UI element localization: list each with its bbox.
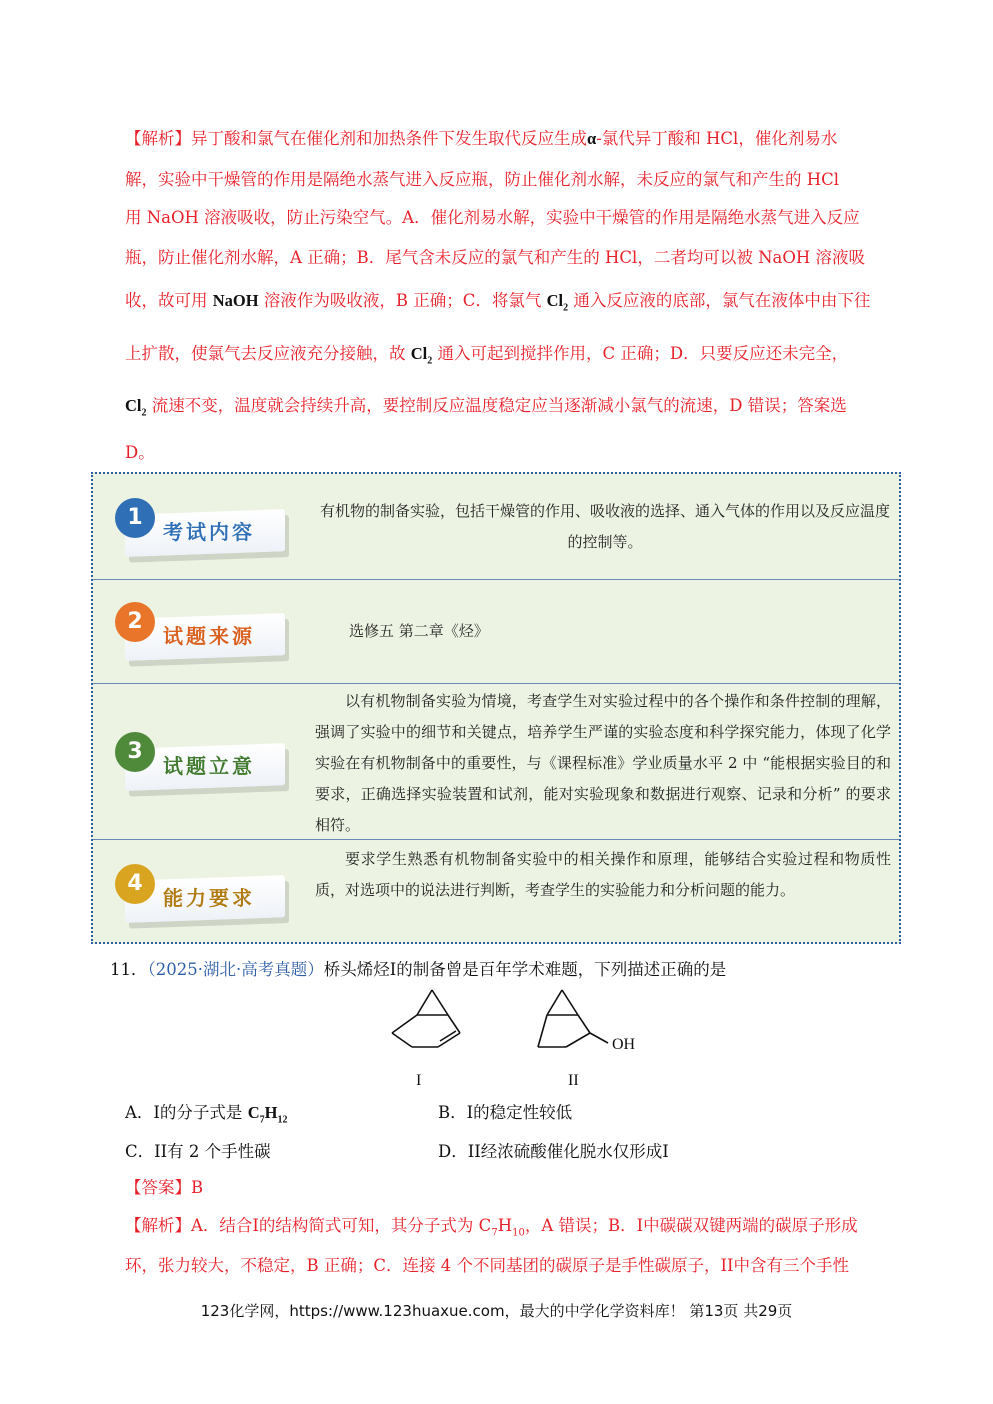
info-row-3 [93, 684, 899, 840]
badge-title: 试题来源 [163, 624, 255, 648]
label-I: I [416, 1072, 422, 1089]
info-text-2: 选修五 第二章《烃》 [349, 622, 489, 640]
analysis-text: 异丁酸和氯气在催化剂和加热条件下发生取代反应生成 [191, 129, 587, 148]
badge-title: 能力要求 [163, 886, 255, 910]
option-d: D．II经浓硫酸催化脱水仅形成I [438, 1142, 669, 1161]
analysis-text: 溶液作为吸收液，B 正确；C．将氯气 [258, 291, 547, 310]
badge-title: 试题立意 [163, 754, 255, 778]
info-row-2 [93, 580, 899, 684]
formula-naoh: NaOH [212, 291, 259, 310]
info-text-1: 有机物的制备实验，包括干燥管的作用、吸收液的选择、通入气体的作用以及反应温度的控制等。 [319, 502, 890, 551]
analysis-line-5 [125, 291, 905, 318]
option-a: A．I的分子式是 $C_7H_{12}$ [125, 1103, 288, 1126]
page-footer: 123化学网，https://www.123huaxue.com，最大的中学化学资料库！ 第13页 共29页 [200, 1302, 793, 1320]
info-text-4: 要求学生熟悉有机物制备实验中的相关操作和原理，能够结合实验过程和物质性质，对选项中的说法进行判断，考查学生的实验能力和分析问题的能力。 [315, 850, 891, 899]
analysis-tag: 【解析】 [125, 1216, 191, 1235]
analysis-line-6 [125, 344, 905, 371]
analysis-text: 收，故可用 [125, 291, 213, 310]
formula-cl2: $Cl_2$ [410, 344, 433, 367]
question-number: 11． [110, 960, 148, 979]
analysis-text: 上扩散，使氯气去反应液充分接触，故 [125, 344, 411, 363]
formula-c7h12: $C_7H_{12}$ [247, 1103, 288, 1126]
answer-tag: 【答案】 [125, 1178, 191, 1197]
badge-2 [115, 602, 285, 664]
badge-3 [115, 732, 285, 794]
analysis-tag: 【解析】 [125, 129, 191, 148]
structure-figure [380, 985, 650, 1095]
analysis-line-2: 解，实验中干燥管的作用是隔绝水蒸气进入反应瓶，防止催化剂水解，未反应的氯气和产生的 HCl [125, 170, 840, 189]
analysis-line-7 [125, 396, 905, 423]
info-row-1 [93, 474, 899, 580]
badge-number: 4 [115, 864, 155, 904]
analysis-line-4: 瓶，防止催化剂水解，A 正确；B．尾气含未反应的氯气和产生的 HCl，二者均可以被 NaOH 溶液吸 [125, 248, 866, 267]
analysis-line-1 [125, 129, 905, 149]
question-stem [110, 956, 726, 980]
structure-II [538, 990, 608, 1047]
badge-number: 2 [115, 602, 155, 642]
badge-number: 3 [115, 732, 155, 772]
answer-line [125, 1178, 905, 1198]
analysis-line-8: D。 [125, 443, 155, 462]
analysis-text: 通入反应液的底部，氯气在液体中由下往 [568, 291, 871, 310]
analysis-text: 流速不变，温度就会持续升高，要控制反应温度稳定应当逐渐减小氯气的流速，D 错误；答案选 [146, 396, 847, 415]
question-text: 桥头烯烃Ⅰ的制备曾是百年学术难题，下列描述正确的是 [323, 960, 727, 979]
label-II: II [568, 1072, 579, 1089]
badge-number: 1 [115, 498, 155, 538]
badge-title: 考试内容 [163, 520, 255, 544]
badge-1 [115, 498, 285, 560]
question-source: （2025·湖北·高考真题） [147, 960, 324, 979]
answer-value: B [191, 1178, 204, 1197]
info-box [91, 472, 901, 944]
analysis-text: 通入可起到搅拌作用，C 正确；D．只要反应还未完全， [432, 344, 849, 363]
badge-4 [115, 864, 285, 926]
formula-cl2: $Cl_2$ [125, 396, 147, 419]
analysis2-line-1: 【解析】A．结合I的结构简式可知，其分子式为 $C_7H_{10}$，A 错误；B．I中碳碳双键两端的碳原子形成 [125, 1216, 858, 1239]
option-c: C．II有 2 个手性碳 [125, 1142, 271, 1161]
analysis2-line-2: 环，张力较大，不稳定，B 正确；C．连接 4 个不同基团的碳原子是手性碳原子，II中含有三个手性 [125, 1256, 850, 1275]
analysis-text: -氯代异丁酸和 HCl，催化剂易水 [596, 129, 838, 148]
analysis-line-3: 用 NaOH 溶液吸收，防止污染空气。A．催化剂易水解，实验中干燥管的作用是隔绝水蒸气进入反应 [125, 208, 860, 227]
info-row-4 [93, 840, 899, 944]
structure-I [392, 990, 460, 1047]
option-b: B．I的稳定性较低 [438, 1103, 573, 1122]
alpha-symbol: α [587, 129, 597, 148]
info-text-3: 以有机物制备实验为情境，考查学生对实验过程中的各个操作和条件控制的理解，强调了实验中的细节和关键点，培养学生严谨的实验态度和科学探究能力，体现了化学实验在有机物制备中的重要性，与《课程标准》学业质量水平 2 中 “能根据实验目的和要求，正确选择实验装置和试剂，能对实验现象和数据进行观察、记录和分析” 的要求相符。 [315, 692, 891, 834]
hydroxyl-label: OH [612, 1036, 636, 1053]
formula-cl2: $Cl_2$ [546, 291, 569, 314]
